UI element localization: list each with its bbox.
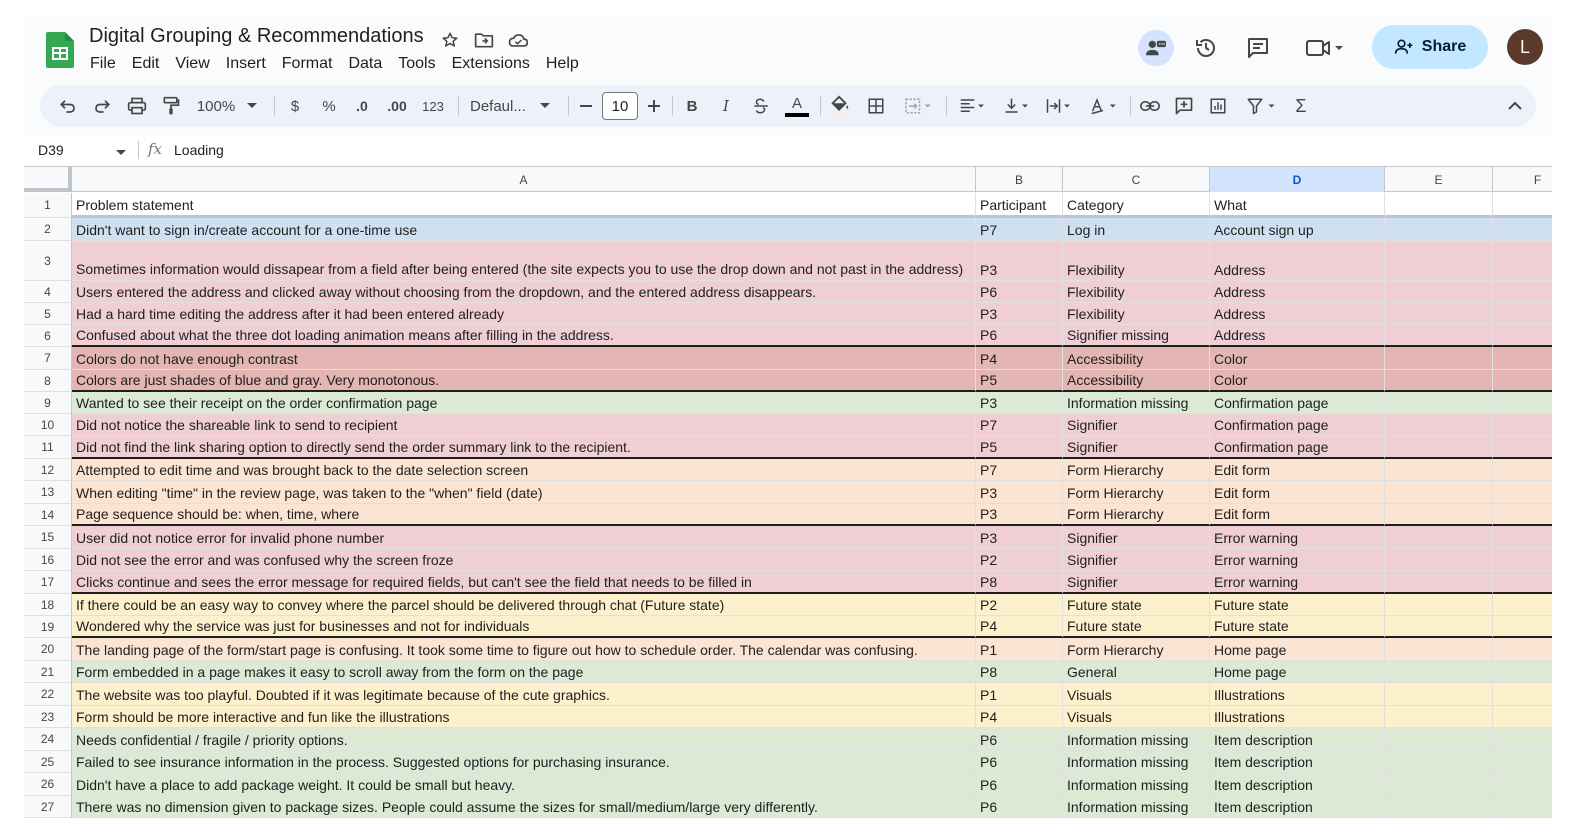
- category-cell[interactable]: Signifier: [1063, 571, 1210, 594]
- zoom-select[interactable]: [192, 91, 262, 121]
- category-cell[interactable]: Accessibility: [1063, 347, 1210, 370]
- increase-decimal-button[interactable]: .00: [387, 98, 407, 114]
- column-header-a[interactable]: A: [72, 167, 976, 192]
- table-row: [24, 347, 1552, 370]
- empty-cell-e[interactable]: [1385, 683, 1493, 706]
- what-cell[interactable]: Item description: [1210, 796, 1385, 818]
- row-header[interactable]: 3: [24, 241, 72, 281]
- horizontal-align-icon[interactable]: [954, 91, 990, 121]
- row-header[interactable]: 23: [24, 706, 72, 728]
- menu-help[interactable]: Help: [545, 55, 579, 72]
- row-header[interactable]: 2: [24, 218, 72, 241]
- empty-cell-e[interactable]: [1385, 481, 1493, 504]
- formula-input[interactable]: Loading: [174, 142, 224, 158]
- toolbar-divider: [458, 96, 459, 116]
- participant-cell[interactable]: P6: [976, 325, 1063, 347]
- problem-statement-cell[interactable]: Failed to see insurance information in the process. Suggested options for purchasing insurance.: [72, 751, 976, 773]
- category-cell[interactable]: Log in: [1063, 218, 1210, 241]
- empty-cell-e[interactable]: [1385, 414, 1493, 436]
- text-color-glyph: A: [791, 95, 802, 112]
- empty-cell-e[interactable]: [1385, 706, 1493, 728]
- toolbar-divider: [568, 96, 569, 116]
- what-cell[interactable]: Edit form: [1210, 459, 1385, 481]
- redo-icon[interactable]: [90, 91, 114, 121]
- insert-link-icon[interactable]: [1138, 91, 1162, 121]
- what-cell[interactable]: Error warning: [1210, 549, 1385, 571]
- empty-cell-e[interactable]: [1385, 325, 1493, 347]
- empty-cell-f[interactable]: [1493, 571, 1552, 594]
- category-cell[interactable]: Signifier: [1063, 526, 1210, 549]
- empty-cell-f[interactable]: [1493, 241, 1552, 281]
- empty-cell-f[interactable]: [1493, 661, 1552, 683]
- percent-format-button[interactable]: %: [322, 97, 336, 115]
- name-box-dropdown-icon[interactable]: [116, 143, 126, 161]
- table-row: [24, 504, 1552, 526]
- table-row: [24, 773, 1552, 796]
- menu-bar: [82, 53, 587, 75]
- empty-cell-f[interactable]: [1493, 218, 1552, 241]
- problem-statement-cell[interactable]: Colors are just shades of blue and gray. Very monotonous.: [72, 370, 976, 392]
- decrease-decimal-button[interactable]: .0: [356, 98, 368, 114]
- what-cell[interactable]: Error warning: [1210, 526, 1385, 549]
- header-participant-cell[interactable]: Participant: [976, 193, 1063, 218]
- table-row: [24, 571, 1552, 594]
- empty-cell-e[interactable]: [1385, 796, 1493, 818]
- row-header[interactable]: 27: [24, 796, 72, 818]
- undo-icon[interactable]: [56, 91, 80, 121]
- menu-data[interactable]: Data: [348, 55, 383, 72]
- participant-cell[interactable]: P8: [976, 571, 1063, 594]
- participant-cell[interactable]: P6: [976, 773, 1063, 796]
- what-cell[interactable]: Item description: [1210, 728, 1385, 751]
- category-cell[interactable]: Information missing: [1063, 728, 1210, 751]
- table-row: [24, 661, 1552, 683]
- name-box[interactable]: D39: [38, 142, 64, 158]
- table-row: [24, 796, 1552, 818]
- category-cell[interactable]: Form Hierarchy: [1063, 638, 1210, 661]
- header-category-cell[interactable]: Category: [1063, 193, 1210, 218]
- participant-cell[interactable]: P3: [976, 481, 1063, 504]
- row-header[interactable]: 4: [24, 281, 72, 303]
- version-history-icon[interactable]: [1188, 30, 1224, 66]
- empty-cell-f[interactable]: [1493, 526, 1552, 549]
- table-row: [24, 241, 1552, 281]
- problem-statement-cell[interactable]: The landing page of the form/start page is confusing. It took some time to figure out how to schedule order. The calendar was confusing.: [72, 638, 976, 661]
- empty-cell-f[interactable]: [1493, 392, 1552, 414]
- empty-cell-e[interactable]: [1385, 303, 1493, 325]
- row-header[interactable]: 22: [24, 683, 72, 706]
- participant-cell[interactable]: P6: [976, 796, 1063, 818]
- problem-statement-cell[interactable]: Didn't have a place to add package weight. It could be small but heavy.: [72, 773, 976, 796]
- empty-cell-f[interactable]: [1493, 728, 1552, 751]
- header-what-cell[interactable]: What: [1210, 193, 1385, 218]
- problem-statement-cell[interactable]: Did not find the link sharing option to directly send the order summary link to the recipient.: [72, 436, 976, 459]
- category-cell[interactable]: Signifier: [1063, 436, 1210, 459]
- problem-statement-cell[interactable]: Sometimes information would dissapear from a field after being entered (the site expects you to use the drop down and not past in the address): [72, 241, 976, 281]
- column-header-f[interactable]: F: [1493, 167, 1552, 192]
- row-header[interactable]: 24: [24, 728, 72, 751]
- participant-cell[interactable]: P8: [976, 661, 1063, 683]
- menu-file[interactable]: File: [90, 55, 116, 72]
- spreadsheet-window: [24, 16, 1552, 840]
- menu-view[interactable]: View: [175, 55, 210, 72]
- row-header[interactable]: 5: [24, 303, 72, 325]
- what-cell[interactable]: Color: [1210, 347, 1385, 370]
- empty-cell-e[interactable]: [1385, 392, 1493, 414]
- category-cell[interactable]: Information missing: [1063, 751, 1210, 773]
- row-header[interactable]: 17: [24, 571, 72, 594]
- empty-cell-f[interactable]: [1493, 459, 1552, 481]
- empty-cell-f[interactable]: [1493, 616, 1552, 638]
- category-cell[interactable]: Information missing: [1063, 773, 1210, 796]
- zoom-value: 100%: [196, 97, 236, 115]
- row-header[interactable]: 8: [24, 370, 72, 392]
- row-header[interactable]: 26: [24, 773, 72, 796]
- empty-cell-e[interactable]: [1385, 526, 1493, 549]
- column-header-row: [24, 167, 1552, 192]
- empty-cell-f[interactable]: [1493, 481, 1552, 504]
- functions-button[interactable]: Σ: [1295, 95, 1307, 116]
- text-color-button[interactable]: [782, 91, 812, 121]
- participant-cell[interactable]: P3: [976, 526, 1063, 549]
- toolbar-divider: [820, 96, 821, 116]
- participant-cell[interactable]: P3: [976, 241, 1063, 281]
- menu-extensions[interactable]: Extensions: [451, 55, 530, 72]
- table-row: [24, 436, 1552, 459]
- empty-cell-e[interactable]: [1385, 661, 1493, 683]
- row-header[interactable]: 6: [24, 325, 72, 347]
- participant-cell[interactable]: P6: [976, 728, 1063, 751]
- problem-statement-cell[interactable]: Didn't want to sign in/create account for a one-time use: [72, 218, 976, 241]
- empty-cell-e[interactable]: [1385, 549, 1493, 571]
- what-cell[interactable]: Color: [1210, 370, 1385, 392]
- empty-cell-e[interactable]: [1385, 773, 1493, 796]
- empty-cell-f[interactable]: [1493, 303, 1552, 325]
- participant-cell[interactable]: P3: [976, 392, 1063, 414]
- add-person-icon: [1394, 38, 1414, 56]
- fill-color-icon[interactable]: [826, 91, 854, 121]
- participant-cell[interactable]: P5: [976, 370, 1063, 392]
- what-cell[interactable]: Confirmation page: [1210, 392, 1385, 414]
- participant-cell[interactable]: P2: [976, 594, 1063, 616]
- star-icon[interactable]: [438, 28, 462, 52]
- currency-format-button[interactable]: $: [290, 97, 300, 115]
- share-button[interactable]: [1372, 25, 1488, 69]
- category-cell[interactable]: Flexibility: [1063, 241, 1210, 281]
- empty-cell-f[interactable]: [1493, 751, 1552, 773]
- meet-call-button[interactable]: [1300, 30, 1350, 66]
- category-cell[interactable]: Form Hierarchy: [1063, 459, 1210, 481]
- header-row: [24, 193, 1552, 218]
- row-header[interactable]: 18: [24, 594, 72, 616]
- participant-cell[interactable]: P2: [976, 549, 1063, 571]
- problem-statement-cell[interactable]: The website was too playful. Doubted if it was legitimate because of the cute graphics.: [72, 683, 976, 706]
- increase-font-size-icon[interactable]: [644, 91, 664, 121]
- empty-cell-e[interactable]: [1385, 459, 1493, 481]
- category-cell[interactable]: Future state: [1063, 616, 1210, 638]
- cloud-status-icon[interactable]: [506, 28, 530, 52]
- problem-statement-cell[interactable]: Wondered why the service was just for businesses and not for individuals: [72, 616, 976, 638]
- title-bar: [24, 16, 1552, 82]
- header-problem-statement-cell[interactable]: Problem statement: [72, 193, 976, 218]
- move-folder-icon[interactable]: [472, 28, 496, 52]
- bold-button[interactable]: B: [686, 97, 698, 115]
- problem-statement-cell[interactable]: Clicks continue and sees the error message for required fields, but can't see the field that needs to be filled in: [72, 571, 976, 594]
- row-header[interactable]: 19: [24, 616, 72, 638]
- insert-chart-icon[interactable]: [1206, 91, 1230, 121]
- strikethrough-icon[interactable]: [750, 91, 772, 121]
- empty-cell-e[interactable]: [1385, 751, 1493, 773]
- category-cell[interactable]: Accessibility: [1063, 370, 1210, 392]
- empty-cell-f[interactable]: [1493, 706, 1552, 728]
- category-cell[interactable]: Signifier: [1063, 414, 1210, 436]
- row-header[interactable]: 12: [24, 459, 72, 481]
- menu-format[interactable]: Format: [281, 55, 333, 72]
- category-cell[interactable]: Information missing: [1063, 796, 1210, 818]
- what-cell[interactable]: Home page: [1210, 661, 1385, 683]
- what-cell[interactable]: Future state: [1210, 594, 1385, 616]
- empty-cell-f[interactable]: [1493, 325, 1552, 347]
- header-empty-cell-e[interactable]: [1385, 193, 1493, 218]
- problem-statement-cell[interactable]: Did not see the error and was confused why the screen froze: [72, 549, 976, 571]
- problem-statement-cell[interactable]: Page sequence should be: when, time, where: [72, 504, 976, 526]
- table-row: [24, 526, 1552, 549]
- participant-cell[interactable]: P4: [976, 616, 1063, 638]
- empty-cell-f[interactable]: [1493, 347, 1552, 370]
- participant-cell[interactable]: P7: [976, 414, 1063, 436]
- font-size-input[interactable]: 10: [602, 92, 638, 120]
- table-row: [24, 616, 1552, 638]
- category-cell[interactable]: Signifier: [1063, 549, 1210, 571]
- text-wrapping-icon[interactable]: [1040, 91, 1076, 121]
- column-header-d[interactable]: D: [1210, 167, 1385, 192]
- more-formats-button[interactable]: 123: [422, 98, 444, 114]
- row-header[interactable]: 7: [24, 347, 72, 370]
- participant-cell[interactable]: P1: [976, 638, 1063, 661]
- empty-cell-e[interactable]: [1385, 616, 1493, 638]
- empty-cell-e[interactable]: [1385, 218, 1493, 241]
- empty-cell-e[interactable]: [1385, 347, 1493, 370]
- what-cell[interactable]: Edit form: [1210, 504, 1385, 526]
- toolbar-divider: [1130, 96, 1131, 116]
- row-header[interactable]: 11: [24, 436, 72, 459]
- what-cell[interactable]: Address: [1210, 241, 1385, 281]
- text-color-swatch: [785, 113, 809, 117]
- collapse-toolbar-icon[interactable]: [1504, 91, 1526, 121]
- select-all-corner[interactable]: [24, 167, 72, 192]
- what-cell[interactable]: Address: [1210, 303, 1385, 325]
- row-header[interactable]: 1: [24, 193, 72, 218]
- category-cell[interactable]: Visuals: [1063, 683, 1210, 706]
- what-cell[interactable]: Address: [1210, 281, 1385, 303]
- empty-cell-e[interactable]: [1385, 436, 1493, 459]
- empty-cell-e[interactable]: [1385, 504, 1493, 526]
- font-family-value: Defaul...: [470, 97, 526, 115]
- header-empty-cell-f[interactable]: [1493, 193, 1552, 218]
- problem-statement-cell[interactable]: User did not notice error for invalid phone number: [72, 526, 976, 549]
- empty-cell-f[interactable]: [1493, 549, 1552, 571]
- filter-icon[interactable]: [1240, 91, 1282, 121]
- what-cell[interactable]: Future state: [1210, 616, 1385, 638]
- what-cell[interactable]: Address: [1210, 325, 1385, 347]
- italic-button[interactable]: I: [723, 97, 729, 115]
- participant-cell[interactable]: P3: [976, 504, 1063, 526]
- problem-statement-cell[interactable]: Did not notice the shareable link to send to recipient: [72, 414, 976, 436]
- what-cell[interactable]: Confirmation page: [1210, 414, 1385, 436]
- insert-comment-icon[interactable]: [1172, 91, 1196, 121]
- problem-statement-cell[interactable]: Colors do not have enough contrast: [72, 347, 976, 370]
- table-row: [24, 638, 1552, 661]
- participant-cell[interactable]: P5: [976, 436, 1063, 459]
- table-row: [24, 481, 1552, 504]
- what-cell[interactable]: Confirmation page: [1210, 436, 1385, 459]
- merge-cells-icon[interactable]: [898, 91, 938, 121]
- formula-bar-divider: [138, 141, 139, 159]
- text-rotation-icon[interactable]: [1084, 91, 1122, 121]
- problem-statement-cell[interactable]: Attempted to edit time and was brought back to the date selection screen: [72, 459, 976, 481]
- problem-statement-cell[interactable]: Needs confidential / fragile / priority options.: [72, 728, 976, 751]
- sheets-logo-icon[interactable]: [46, 32, 74, 68]
- problem-statement-cell[interactable]: Had a hard time editing the address after it had been entered already: [72, 303, 976, 325]
- what-cell[interactable]: Item description: [1210, 773, 1385, 796]
- column-header-e[interactable]: E: [1385, 167, 1493, 192]
- print-icon[interactable]: [124, 91, 150, 121]
- table-row: [24, 683, 1552, 706]
- column-header-b[interactable]: B: [976, 167, 1063, 192]
- table-row: [24, 218, 1552, 241]
- empty-cell-f[interactable]: [1493, 281, 1552, 303]
- category-cell[interactable]: Flexibility: [1063, 281, 1210, 303]
- table-row: [24, 303, 1552, 325]
- borders-icon[interactable]: [864, 91, 888, 121]
- row-header[interactable]: 25: [24, 751, 72, 773]
- problem-statement-cell[interactable]: Users entered the address and clicked away without choosing from the dropdown, and the entered address disappears.: [72, 281, 976, 303]
- category-cell[interactable]: Information missing: [1063, 392, 1210, 414]
- empty-cell-f[interactable]: [1493, 796, 1552, 818]
- paint-format-icon[interactable]: [158, 91, 184, 121]
- share-label: Share: [1421, 38, 1467, 55]
- table-row: [24, 414, 1552, 436]
- toolbar-divider: [946, 96, 947, 116]
- problem-statement-cell[interactable]: Form should be more interactive and fun like the illustrations: [72, 706, 976, 728]
- empty-cell-f[interactable]: [1493, 683, 1552, 706]
- toolbar-divider: [672, 96, 673, 116]
- problem-statement-cell[interactable]: There was no dimension given to package sizes. People could assume the sizes for small/medium/large very differently.: [72, 796, 976, 818]
- category-cell[interactable]: Future state: [1063, 594, 1210, 616]
- participant-cell[interactable]: P6: [976, 751, 1063, 773]
- row-header[interactable]: 13: [24, 481, 72, 504]
- what-cell[interactable]: Account sign up: [1210, 218, 1385, 241]
- table-row: [24, 594, 1552, 616]
- what-cell[interactable]: Illustrations: [1210, 683, 1385, 706]
- problem-statement-cell[interactable]: Form embedded in a page makes it easy to scroll away from the form on the page: [72, 661, 976, 683]
- document-title[interactable]: Digital Grouping & Recommendations: [89, 25, 424, 47]
- category-cell[interactable]: Flexibility: [1063, 303, 1210, 325]
- empty-cell-e[interactable]: [1385, 594, 1493, 616]
- participant-cell[interactable]: P6: [976, 281, 1063, 303]
- row-header[interactable]: 15: [24, 526, 72, 549]
- vertical-align-icon[interactable]: [998, 91, 1034, 121]
- row-header[interactable]: 21: [24, 661, 72, 683]
- gemini-chat-button[interactable]: [1138, 30, 1174, 66]
- category-cell[interactable]: Signifier missing: [1063, 325, 1210, 347]
- empty-cell-e[interactable]: [1385, 638, 1493, 661]
- empty-cell-f[interactable]: [1493, 594, 1552, 616]
- table-row: [24, 706, 1552, 728]
- problem-statement-cell[interactable]: If there could be an easy way to convey where the parcel should be delivered through chat (Future state): [72, 594, 976, 616]
- formula-bar: [24, 135, 1552, 165]
- row-header[interactable]: 10: [24, 414, 72, 436]
- menu-tools[interactable]: Tools: [398, 55, 436, 72]
- table-row: [24, 728, 1552, 751]
- empty-cell-e[interactable]: [1385, 241, 1493, 281]
- category-cell[interactable]: General: [1063, 661, 1210, 683]
- column-header-c[interactable]: C: [1063, 167, 1210, 192]
- participant-cell[interactable]: P1: [976, 683, 1063, 706]
- table-row: [24, 325, 1552, 347]
- problem-statement-cell[interactable]: When editing "time" in the review page, was taken to the "when" field (date): [72, 481, 976, 504]
- font-family-select[interactable]: [470, 91, 558, 121]
- category-cell[interactable]: Form Hierarchy: [1063, 481, 1210, 504]
- problem-statement-cell[interactable]: Confused about what the three dot loading animation means after filling in the address.: [72, 325, 976, 347]
- what-cell[interactable]: Error warning: [1210, 571, 1385, 594]
- empty-cell-f[interactable]: [1493, 638, 1552, 661]
- menu-insert[interactable]: Insert: [225, 55, 266, 72]
- avatar[interactable]: L: [1507, 29, 1543, 65]
- toolbar-divider: [274, 96, 275, 116]
- empty-cell-f[interactable]: [1493, 773, 1552, 796]
- row-header[interactable]: 16: [24, 549, 72, 571]
- participant-cell[interactable]: P7: [976, 459, 1063, 481]
- menu-edit[interactable]: Edit: [131, 55, 160, 72]
- table-row: [24, 549, 1552, 571]
- participant-cell[interactable]: P4: [976, 706, 1063, 728]
- empty-cell-f[interactable]: [1493, 414, 1552, 436]
- category-cell[interactable]: Visuals: [1063, 706, 1210, 728]
- row-header[interactable]: 14: [24, 504, 72, 526]
- empty-cell-f[interactable]: [1493, 504, 1552, 526]
- participant-cell[interactable]: P4: [976, 347, 1063, 370]
- what-cell[interactable]: Item description: [1210, 751, 1385, 773]
- empty-cell-e[interactable]: [1385, 370, 1493, 392]
- what-cell[interactable]: Illustrations: [1210, 706, 1385, 728]
- table-row: [24, 392, 1552, 414]
- what-cell[interactable]: Edit form: [1210, 481, 1385, 504]
- row-header[interactable]: 9: [24, 392, 72, 414]
- empty-cell-e[interactable]: [1385, 728, 1493, 751]
- table-row: [24, 459, 1552, 481]
- empty-cell-f[interactable]: [1493, 370, 1552, 392]
- comments-icon[interactable]: [1240, 30, 1276, 66]
- sheet-grid: [24, 166, 1552, 840]
- toolbar: [40, 85, 1536, 127]
- problem-statement-cell[interactable]: Wanted to see their receipt on the order confirmation page: [72, 392, 976, 414]
- participant-cell[interactable]: P3: [976, 303, 1063, 325]
- table-row: [24, 370, 1552, 392]
- decrease-font-size-icon[interactable]: [576, 91, 596, 121]
- empty-cell-e[interactable]: [1385, 281, 1493, 303]
- row-header[interactable]: 20: [24, 638, 72, 661]
- participant-cell[interactable]: P7: [976, 218, 1063, 241]
- what-cell[interactable]: Home page: [1210, 638, 1385, 661]
- fx-icon: fx: [148, 140, 163, 158]
- table-row: [24, 281, 1552, 303]
- category-cell[interactable]: Form Hierarchy: [1063, 504, 1210, 526]
- empty-cell-e[interactable]: [1385, 571, 1493, 594]
- table-row: [24, 751, 1552, 773]
- empty-cell-f[interactable]: [1493, 436, 1552, 459]
